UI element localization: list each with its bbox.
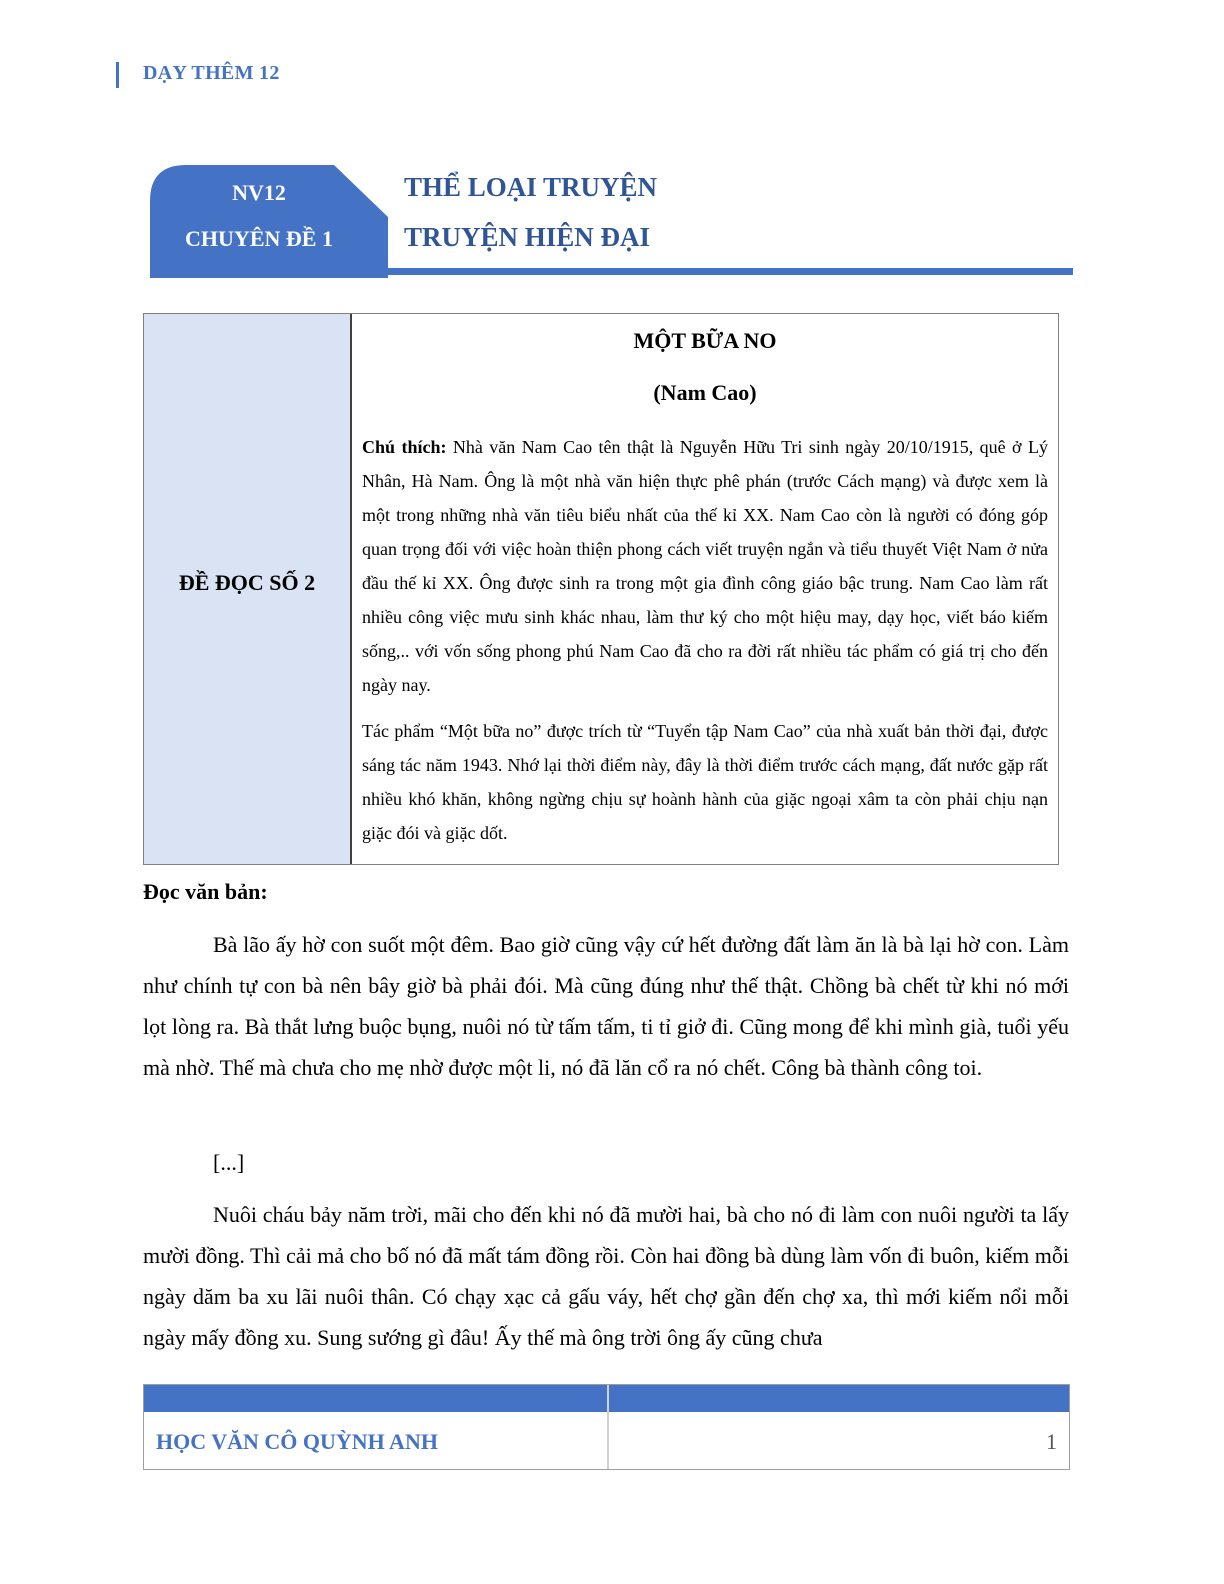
work-note: Tác phẩm “Một bữa no” được trích từ “Tuyển tập Nam Cao” của nhà xuất bản thời đại, được sáng tác năm 1943. Nhớ lại thời điểm này, đây là thời điểm trước cách mạng, đất nước gặp rất nhiều khó khăn, không ngừng chịu sự hoành hành của giặc ngoại xâm ta còn phải chịu nạn giặc đói và giặc dốt.: [362, 721, 1048, 843]
reading-heading: Đọc văn bản:: [143, 879, 268, 904]
story-author: (Nam Cao): [653, 380, 757, 405]
section-label: ĐỀ ĐỌC SỐ 2: [178, 570, 316, 595]
reading-ellipsis: [...]: [213, 1150, 245, 1175]
reading-paragraph-2: Nuôi cháu bảy năm trời, mãi cho đến khi nó đã mười hai, bà cho nó đi làm con nuôi người ta lấy mười đồng. Thì cải mả cho bố nó đã mất tám đồng rồi. Còn hai đồng bà dùng làm vốn đi buôn, kiếm mỗi ngày dăm ba xu lãi nuôi thân. Có chạy xạc cả gấu váy, hết chợ gần đến chợ xa, thì mới kiếm nổi mỗi ngày mấy đồng xu. Sung sướng gì đâu! Ấy thế mà ông trời ông ấy cũng chưa: [143, 1202, 1069, 1350]
chapter-tab-topic: CHUYÊN ĐỀ 1: [185, 226, 333, 251]
footer-teacher-name: HỌC VĂN CÔ QUỲNH ANH: [156, 1429, 438, 1454]
chapter-title-underline: [388, 268, 1073, 275]
info-box-label-cell: [144, 314, 352, 864]
header-accent-bar: [116, 62, 119, 88]
page-footer: [143, 1384, 1070, 1470]
note-text: Nhà văn Nam Cao tên thật là Nguyễn Hữu Tri sinh ngày 20/10/1915, quê ở Lý Nhân, Hà Nam. Ông là một nhà văn hiện thực phê phán (trước Cách mạng) và được xem là một trong những nhà văn tiêu biểu nhất của thế kỉ XX. Nam Cao còn là người có đóng góp quan trọng đối với việc hoàn thiện phong cách viết truyện ngắn và tiểu thuyết Việt Nam ở nửa đầu thế kỉ XX. Ông được sinh ra trong một gia đình công giáo bậc trung. Nam Cao làm rất nhiều công việc mưu sinh khác nhau, làm thư ký cho một hiệu may, dạy học, viết báo kiếm sống,.. với vốn sống phong phú Nam Cao đã cho ra đời rất nhiều tác phẩm có giá trị cho đến ngày nay.: [362, 437, 1048, 695]
author-note: [362, 430, 1048, 702]
story-title: MỘT BỮA NO: [633, 328, 777, 353]
header-course-title: DẠY THÊM 12: [143, 62, 280, 84]
reading-paragraph-1: Bà lão ấy hờ con suốt một đêm. Bao giờ cũng vậy cứ hết đường đất làm ăn là bà lại hờ con. Làm như chính tự con bà nên bây giờ bà phải đói. Mà cũng đúng như thế thật. Chồng bà chết từ khi nó mới lọt lòng ra. Bà thắt lưng buộc bụng, nuôi nó từ tấm tấm, ti tỉ giở đi. Cũng mong để khi mình già, tuổi yếu mà nhờ. Thế mà chưa cho mẹ nhờ được một li, nó đã lăn cổ ra nó chết. Công bà thành công toi.: [143, 932, 1069, 1080]
note-label: Chú thích:: [362, 437, 447, 457]
chapter-tab-code: NV12: [232, 180, 286, 205]
footer-divider: [607, 1385, 609, 1469]
reading-info-box: [143, 313, 1059, 865]
chapter-title-line2: TRUYỆN HIỆN ĐẠI: [404, 222, 651, 252]
chapter-title-line1: THỂ LOẠI TRUYỆN: [404, 172, 658, 202]
footer-page-number: 1: [1046, 1429, 1057, 1454]
